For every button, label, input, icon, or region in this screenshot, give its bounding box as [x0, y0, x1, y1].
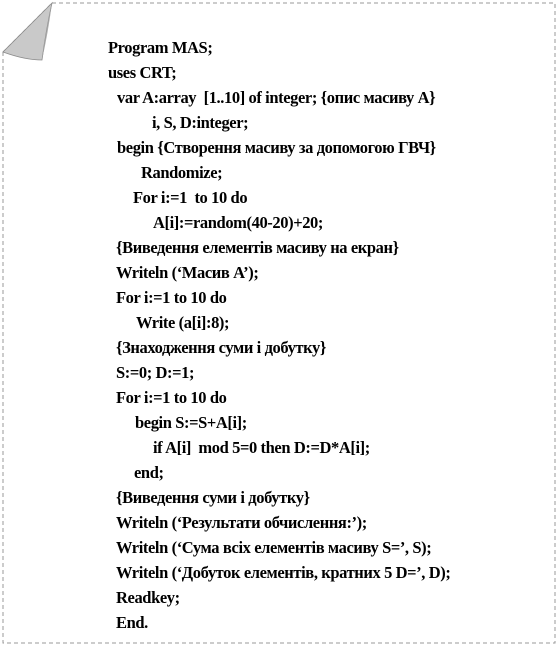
code-line: Writeln (‘Масив А’);	[116, 263, 259, 282]
code-line: Writeln (‘Результати обчислення:’);	[116, 513, 367, 532]
code-line: Readkey;	[116, 588, 180, 607]
code-line: {Знаходження суми і добутку}	[116, 338, 326, 357]
code-line: Randomize;	[141, 163, 223, 182]
code-line: Program MAS;	[108, 38, 213, 57]
code-line: uses CRT;	[108, 63, 177, 82]
code-line: i, S, D:integer;	[152, 113, 249, 132]
code-line: End.	[116, 613, 148, 632]
code-line: var A:array [1..10] of integer; {опис масиву А}	[117, 88, 436, 107]
code-line: begin S:=S+A[i];	[135, 413, 247, 432]
code-line: For i:=1 to 10 do	[133, 188, 248, 207]
code-line: begin {Створення масиву за допомогою ГВЧ}	[117, 138, 436, 157]
code-line: A[i]:=random(40-20)+20;	[153, 213, 323, 232]
code-line: {Виведення елементів масиву на екран}	[116, 238, 399, 257]
code-line: Writeln (‘Добуток елементів, кратних 5 D=’, D);	[116, 563, 451, 582]
code-line: Writeln (‘Сума всіх елементів масиву S=’, S);	[116, 538, 432, 557]
code-line: S:=0; D:=1;	[116, 363, 195, 382]
code-line: Write (a[i]:8);	[136, 313, 230, 332]
code-line: For i:=1 to 10 do	[116, 288, 227, 307]
code-line: end;	[134, 463, 164, 482]
code-line: if A[i] mod 5=0 then D:=D*A[i];	[153, 438, 370, 457]
code-line: {Виведення суми і добутку}	[116, 488, 310, 507]
code-line: For i:=1 to 10 do	[116, 388, 227, 407]
